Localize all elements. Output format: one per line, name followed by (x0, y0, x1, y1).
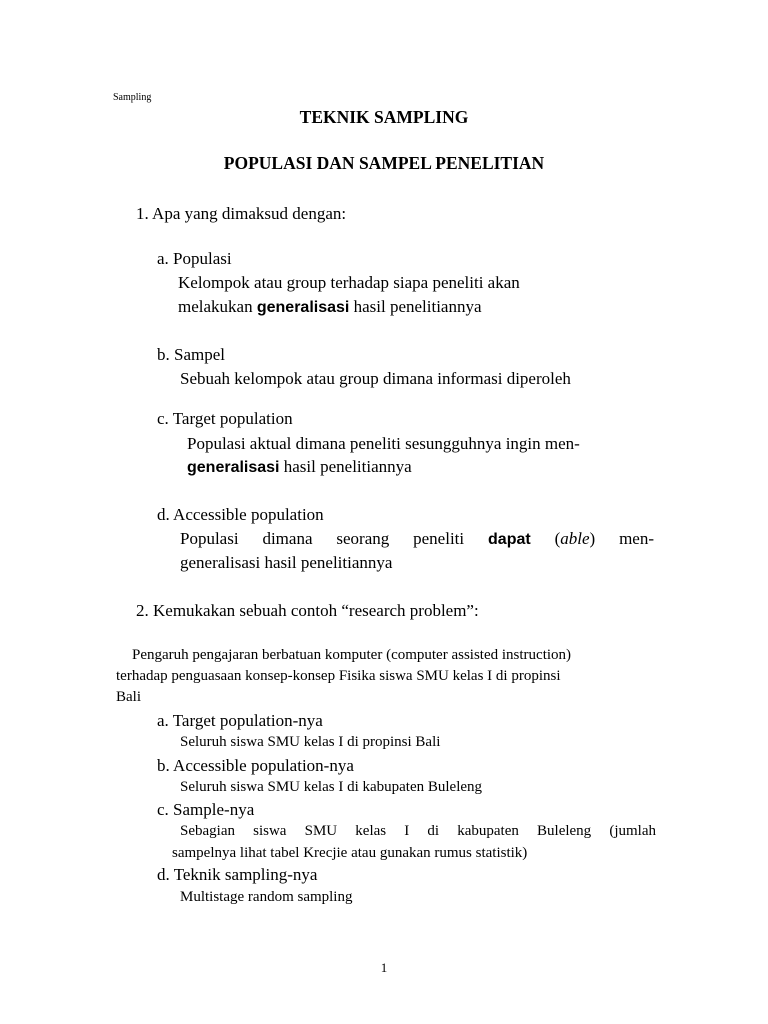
q1-def-d-paren-open: ( (530, 529, 561, 548)
q2-detail-b: Seluruh siswa SMU kelas I di kabupaten Buleleng (180, 779, 483, 795)
q2-term-b: b. Accessible population-nya (157, 756, 354, 775)
q1-term-a: a. Populasi (157, 249, 232, 268)
q2-detail-c-line2: sampelnya lihat tabel Krecjie atau gunakan rumus statistik) (172, 845, 528, 861)
q1-def-d-italic: able (560, 529, 590, 548)
q1-def-a-line2-pre: melakukan (178, 297, 257, 316)
question-1: 1. Apa yang dimaksud dengan: (136, 204, 347, 223)
q1-def-a-line2-post: hasil penelitiannya (349, 297, 482, 316)
q1-def-b-line1: Sebuah kelompok atau group dimana informasi diperoleh (180, 369, 571, 388)
q1-def-a-keyword: generalisasi (256, 299, 350, 316)
q1-def-d-line1 (180, 529, 654, 549)
q1-def-c-line2 (187, 457, 412, 477)
page-subtitle: POPULASI DAN SAMPEL PENELITIAN (223, 153, 545, 173)
q1-def-c-line2-post: hasil penelitiannya (279, 457, 412, 476)
q2-detail-a: Seluruh siswa SMU kelas I di propinsi Bali (180, 734, 441, 750)
q2-example-line3: Bali (116, 689, 141, 705)
q2-example-line2: terhadap penguasaan konsep-konsep Fisika siswa SMU kelas I di propinsi (116, 668, 561, 684)
q1-def-d-line2: generalisasi hasil penelitiannya (180, 553, 393, 572)
page-number: 1 (380, 960, 388, 975)
running-header: Sampling (113, 92, 152, 103)
question-2: 2. Kemukakan sebuah contoh “research problem”: (136, 601, 479, 620)
page-title: TEKNIK SAMPLING (299, 107, 469, 127)
q1-term-d: d. Accessible population (157, 505, 324, 524)
q2-term-c: c. Sample-nya (157, 800, 255, 819)
q1-def-a-line1: Kelompok atau group terhadap siapa peneliti akan (178, 273, 520, 292)
q2-term-d: d. Teknik sampling-nya (157, 865, 318, 884)
q1-def-c-keyword: generalisasi (187, 459, 280, 476)
q1-def-d-keyword: dapat (488, 531, 531, 548)
q2-detail-d: Multistage random sampling (180, 889, 353, 905)
q2-term-a: a. Target population-nya (157, 711, 323, 730)
q1-def-a-line2 (178, 297, 482, 317)
q1-def-c-line1: Populasi aktual dimana peneliti sesungguhnya ingin men- (187, 434, 580, 453)
q1-def-d-paren-close: ) men- (589, 529, 655, 548)
q1-def-d-line1-pre: Populasi dimana seorang peneliti (180, 529, 489, 548)
q1-term-c: c. Target population (157, 409, 293, 428)
q2-example-line1: Pengaruh pengajaran berbatuan komputer (computer assisted instruction) (132, 647, 572, 663)
q2-detail-c-line1: Sebagian siswa SMU kelas I di kabupaten Buleleng (jumlah (180, 823, 656, 839)
q1-term-b: b. Sampel (157, 345, 225, 364)
